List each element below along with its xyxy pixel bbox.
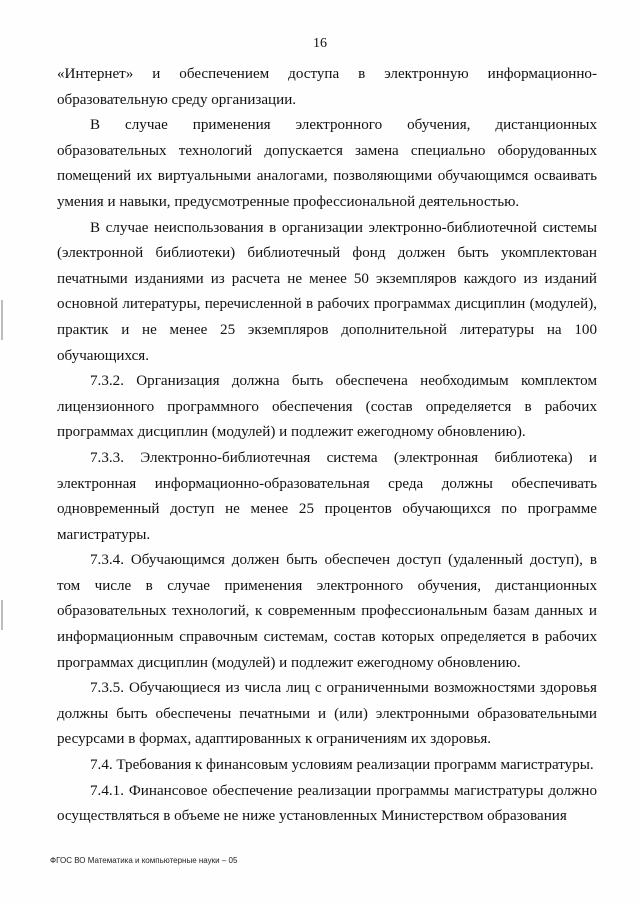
paragraph-7-3-4: 7.3.4. Обучающимся должен быть обеспечен доступ (удаленный доступ), в том числе в случае применения электронного обучения, дистанционных образовательных технологий, к современным профессиональным базам данных и информационным справочным системам, состав которых определяется в рабочих программах дисциплин (модулей) и подлежит ежегодному обновлению. <box>57 552 597 671</box>
paragraph-library-fund: В случае неиспользования в организации электронно-библиотечной системы (электронной библиотеки) библиотечный фонд должен быть укомплектован печатными изданиями из расчета не менее 50 экземпляров каждого из изданий основной литературы, перечисленной в рабочих программах дисциплин (модулей), практик и не менее 25 экземпляров дополнительной литературы на 100 обучающихся. <box>57 219 597 364</box>
scan-edge-mark <box>1 300 3 340</box>
paragraph-7-3-3: 7.3.3. Электронно-библиотечная система (электронная библиотека) и электронная информационно-образовательная среда должны обеспечивать одновременный доступ не менее 25 процентов обучающихся по программе магистратуры. <box>57 449 597 543</box>
paragraph-7-4: 7.4. Требования к финансовым условиям реализации программ магистратуры. <box>90 757 594 774</box>
scan-edge-mark <box>1 600 3 630</box>
paragraph-internet-access: «Интернет» и обеспечением доступа в электронную информационно-образовательную среду организации. <box>57 66 597 108</box>
paragraph-7-3-2: 7.3.2. Организация должна быть обеспечена необходимым комплектом лицензионного программного обеспечения (состав определяется в рабочих программах дисциплин (модулей) и подлежит ежегодному обновлению). <box>57 373 597 441</box>
page-number: 16 <box>313 36 327 51</box>
paragraph-7-4-1: 7.4.1. Финансовое обеспечение реализации программы магистратуры должно осуществляться в объеме не ниже установленных Министерством образования <box>57 782 597 825</box>
document-body <box>57 62 597 830</box>
paragraph-elearning-replacement: В случае применения электронного обучения, дистанционных образовательных технологий допускается замена специально оборудованных помещений их виртуальными аналогами, позволяющими обучающимся осваивать умения и навыки, предусмотренные профессиональной деятельностью. <box>57 117 597 210</box>
paragraph-7-3-5: 7.3.5. Обучающиеся из числа лиц с ограниченными возможностями здоровья должны быть обеспечены печатными и (или) электронными образовательными ресурсами в формах, адаптированных к ограничениям их здоровья. <box>57 680 597 748</box>
page-footer: ФГОС ВО Математика и компьютерные науки – 05 <box>50 856 238 865</box>
